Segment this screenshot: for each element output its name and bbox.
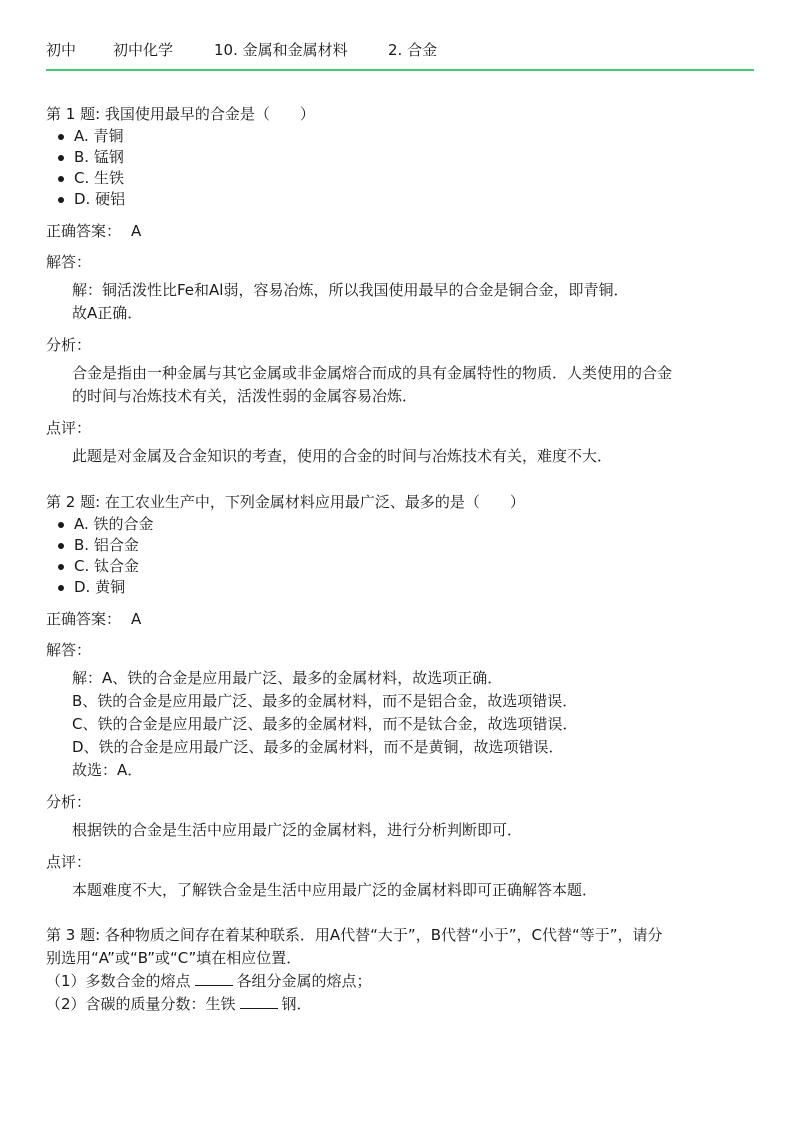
solution-label: 解答：: [46, 253, 92, 271]
option-list: [46, 126, 756, 210]
correct-answer-label: 正确答案：: [46, 610, 122, 628]
question-3: [46, 924, 756, 1016]
option-a: A. 铁的合金: [74, 514, 756, 535]
correct-answer-label: 正确答案：: [46, 222, 122, 240]
question-title-line-2: 别选用“A”或“B”或“C”填在相应位置．: [46, 949, 302, 967]
breadcrumb-subject[interactable]: 初中化学: [113, 41, 174, 59]
comment-label: 点评：: [46, 853, 92, 871]
comment-body: [46, 445, 756, 468]
solution-line: 解：铜活泼性比Fe和Al弱，容易冶炼，所以我国使用最早的合金是铜合金，即青铜．: [72, 281, 629, 299]
analysis-label: 分析：: [46, 336, 92, 354]
correct-answer: [46, 608, 756, 630]
question-list: [46, 102, 756, 1038]
option-d: D. 硬铝: [74, 189, 756, 210]
breadcrumb-level[interactable]: 初中: [46, 41, 77, 59]
comment-label: 点评：: [46, 419, 92, 437]
breadcrumb-chapter[interactable]: 10. 金属和金属材料: [214, 41, 348, 59]
comment-line: 本题难度不大，了解铁合金是生活中应用最广泛的金属材料即可正确解答本题．: [72, 881, 598, 899]
analysis-line: 根据铁的合金是生活中应用最广泛的金属材料，进行分析判断即可．: [72, 821, 523, 839]
solution-line: 解：A、铁的合金是应用最广泛、最多的金属材料，故选项正确．: [72, 669, 503, 687]
sub-question-2-suffix: 钢．: [281, 995, 312, 1013]
question-title: 第 2 题: 在工农业生产中，下列金属材料应用最广泛、最多的是（ ）: [46, 493, 525, 511]
breadcrumb: [46, 40, 754, 60]
question-1: [46, 102, 756, 468]
sub-question-2: [46, 993, 756, 1016]
sub-question-2-text: （2）含碳的质量分数：生铁: [46, 995, 236, 1013]
correct-answer-value: A: [131, 222, 142, 240]
solution-label: 解答：: [46, 641, 92, 659]
option-c: C. 钛合金: [74, 556, 756, 577]
solution-body: [46, 667, 756, 782]
correct-answer-value: A: [131, 610, 142, 628]
sub-question-1: [46, 970, 756, 993]
solution-line: C、铁的合金是应用最广泛、最多的金属材料，而不是钛合金，故选项错误．: [72, 715, 578, 733]
comment-line: 此题是对金属及合金知识的考查，使用的合金的时间与冶炼技术有关，难度不大．: [72, 447, 613, 465]
solution-line: 故选：A．: [72, 761, 143, 779]
analysis-line: 的时间与冶炼技术有关，活泼性弱的金属容易冶炼．: [72, 387, 418, 405]
question-2: [46, 490, 756, 902]
solution-line: D、铁的合金是应用最广泛、最多的金属材料，而不是黄铜，故选项错误．: [72, 738, 564, 756]
option-b: B. 铝合金: [74, 535, 756, 556]
option-c: C. 生铁: [74, 168, 756, 189]
fill-blank-2[interactable]: [240, 994, 278, 1009]
solution-line: B、铁的合金是应用最广泛、最多的金属材料，而不是铝合金，故选项错误．: [72, 692, 578, 710]
breadcrumb-section[interactable]: 2. 合金: [388, 41, 438, 59]
header-divider: [46, 69, 754, 71]
analysis-body: [46, 362, 756, 408]
solution-body: [46, 279, 756, 325]
solution-line: 故A正确．: [72, 304, 143, 322]
analysis-body: [46, 819, 756, 842]
option-a: A. 青铜: [74, 126, 756, 147]
option-d: D. 黄铜: [74, 577, 756, 598]
analysis-line: 合金是指由一种金属与其它金属或非金属熔合而成的具有金属特性的物质．人类使用的合金: [72, 364, 673, 382]
question-title: 第 1 题: 我国使用最早的合金是（ ）: [46, 105, 315, 123]
fill-blank-1[interactable]: [195, 971, 233, 986]
comment-body: [46, 879, 756, 902]
option-b: B. 锰钢: [74, 147, 756, 168]
sub-question-1-suffix: 各组分金属的熔点；: [236, 972, 372, 990]
question-title-line-1: 第 3 题: 各种物质之间存在着某种联系．用A代替“大于”，B代替“小于”，C代替“等于”，请分: [46, 926, 663, 944]
sub-question-1-text: （1）多数合金的熔点: [46, 972, 191, 990]
analysis-label: 分析：: [46, 793, 92, 811]
option-list: [46, 514, 756, 598]
correct-answer: [46, 220, 756, 242]
